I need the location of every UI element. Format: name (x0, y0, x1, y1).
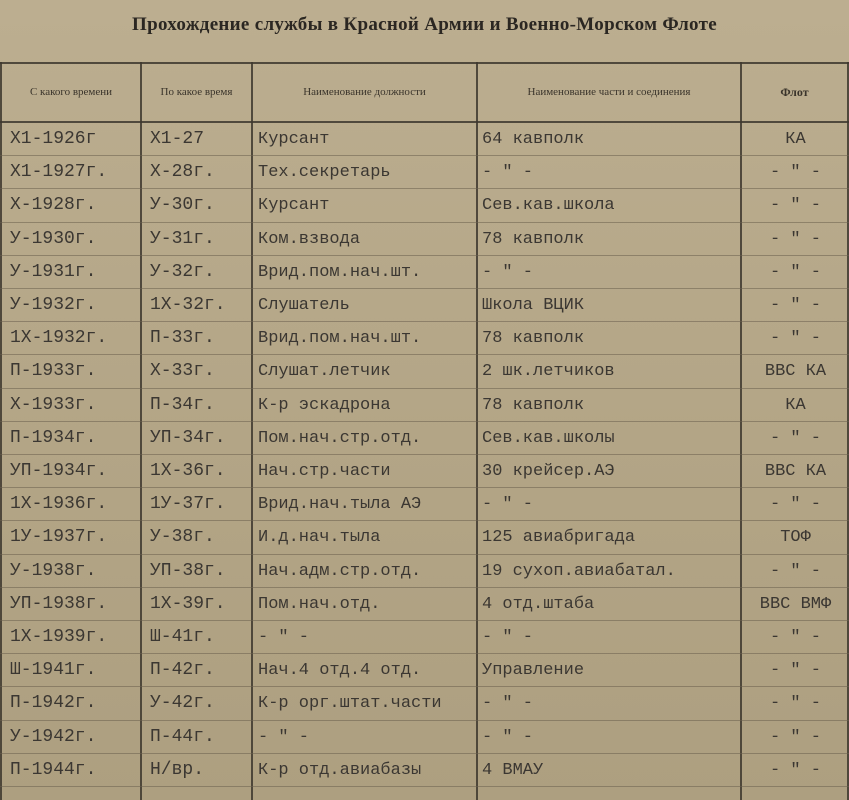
cell-position: Нач.стр.части (258, 462, 391, 481)
cell-to-date: Ш-41г. (150, 627, 215, 647)
cell-fleet: - " - (769, 760, 821, 780)
cell-position: Слушат.летчик (258, 362, 391, 382)
header-to-date: По какое время (160, 85, 233, 98)
cell-to-date: 1Х-39г. (150, 593, 226, 614)
cell-to-date: УП-38г. (150, 560, 226, 581)
cell-to-date: П-33г. (150, 328, 215, 349)
cell-position: Ком.взвода (258, 229, 361, 249)
cell-position: Тех.секретарь (258, 163, 391, 183)
cell-to-date: 1Х-32г. (150, 295, 226, 315)
cell-position: Врид.пом.нач.шт. (258, 329, 422, 349)
cell-to-date: П-44г. (150, 726, 215, 747)
cell-position: Курсант (258, 130, 330, 149)
cell-from-date: Ш-1941г. (10, 660, 97, 681)
cell-position: Врид.нач.тыла АЭ (258, 495, 422, 515)
cell-unit: - " - (482, 727, 534, 747)
cell-position: К-р отд.авиабазы (258, 760, 422, 780)
cell-fleet: ВВС ВМФ (759, 594, 832, 614)
cell-unit: 30 крейсер.АЭ (482, 462, 615, 481)
cell-fleet: - " - (769, 694, 821, 714)
cell-fleet: КА (785, 395, 806, 415)
cell-unit: 19 сухоп.авиабатал. (482, 561, 676, 581)
cell-from-date: Х1-1926г (10, 129, 97, 149)
cell-unit: - " - (482, 495, 534, 515)
cell-to-date: 1Х-36г. (150, 461, 226, 481)
header-unit: Наименование части и соединения (527, 85, 691, 98)
cell-from-date: П-1942г. (10, 693, 97, 714)
cell-to-date: Х-28г. (150, 162, 215, 183)
cell-fleet: - " - (769, 727, 821, 747)
cell-from-date: У-1930г. (10, 228, 97, 249)
cell-unit: Сев.кав.школа (482, 196, 615, 216)
cell-fleet: - " - (769, 196, 821, 216)
cell-from-date: У-1931г. (10, 261, 97, 282)
cell-to-date: У-38г. (150, 527, 215, 548)
cell-fleet: - " - (769, 163, 821, 183)
cell-position: Пом.нач.отд. (258, 594, 381, 614)
cell-position: - " - (258, 727, 310, 747)
cell-to-date: У-31г. (150, 228, 215, 249)
cell-fleet: ВВС КА (764, 362, 827, 382)
cell-from-date: Х-1933г. (10, 394, 97, 415)
cell-fleet: ТОФ (780, 528, 811, 548)
cell-fleet: - " - (769, 262, 821, 282)
header-from-date: С какого времени (29, 85, 113, 98)
cell-from-date: У-1932г. (10, 295, 97, 315)
cell-position: Курсант (258, 196, 330, 216)
cell-from-date: У-1942г. (10, 726, 97, 747)
cell-unit: 125 авиабригада (482, 528, 636, 548)
cell-unit: - " - (482, 262, 534, 282)
cell-from-date: П-1934г. (10, 427, 97, 448)
cell-from-date: 1У-1937г. (10, 527, 108, 548)
cell-unit: 78 кавполк (482, 395, 585, 415)
cell-to-date: У-30г. (150, 195, 215, 216)
cell-to-date: Х-33г. (150, 361, 215, 382)
cell-fleet: - " - (769, 296, 821, 315)
cell-from-date: Х-1928г. (10, 195, 97, 216)
cell-from-date: 1Х-1939г. (10, 627, 108, 647)
cell-to-date: У-42г. (150, 693, 215, 714)
cell-to-date: П-42г. (150, 660, 215, 681)
cell-position: Слушатель (258, 296, 350, 315)
cell-fleet: - " - (769, 428, 821, 448)
cell-to-date: Н/вр. (150, 759, 205, 780)
cell-unit: 78 кавполк (482, 229, 585, 249)
cell-unit: 4 ВМАУ (482, 760, 544, 780)
cell-position: И.д.нач.тыла (258, 528, 381, 548)
cell-unit: 64 кавполк (482, 130, 585, 149)
cell-unit: 2 шк.летчиков (482, 362, 615, 382)
cell-position: Нач.4 отд.4 отд. (258, 661, 422, 681)
cell-from-date: 1Х-1936г. (10, 494, 108, 515)
cell-from-date: У-1938г. (10, 560, 97, 581)
cell-fleet: - " - (769, 561, 821, 581)
cell-unit: - " - (482, 694, 534, 714)
cell-fleet: - " - (769, 229, 821, 249)
cell-fleet: - " - (769, 628, 821, 647)
cell-unit: 78 кавполк (482, 329, 585, 349)
cell-from-date: УП-1934г. (10, 461, 108, 481)
header-fleet: Флот (780, 84, 809, 99)
cell-from-date: Х1-1927г. (10, 162, 108, 183)
cell-position: Врид.пом.нач.шт. (258, 262, 422, 282)
cell-unit: - " - (482, 163, 534, 183)
cell-position: Пом.нач.стр.отд. (258, 428, 422, 448)
document-title: Прохождение службы в Красной Армии и Военно-Морском Флоте (132, 14, 717, 35)
cell-from-date: УП-1938г. (10, 593, 108, 614)
cell-to-date: 1У-37г. (150, 494, 226, 515)
cell-from-date: П-1944г. (10, 759, 97, 780)
cell-to-date: УП-34г. (150, 427, 226, 448)
cell-fleet: КА (785, 130, 806, 149)
cell-fleet: - " - (769, 495, 821, 515)
cell-to-date: Х1-27 (150, 129, 205, 149)
cell-unit: Школа ВЦИК (482, 296, 585, 315)
cell-fleet: - " - (769, 329, 821, 349)
cell-unit: 4 отд.штаба (482, 594, 595, 614)
cell-to-date: У-32г. (150, 261, 215, 282)
cell-from-date: 1Х-1932г. (10, 328, 108, 349)
header-position: Наименование должности (303, 85, 426, 98)
cell-fleet: ВВС КА (764, 462, 827, 481)
cell-to-date: П-34г. (150, 394, 215, 415)
cell-from-date: П-1933г. (10, 361, 97, 382)
cell-position: - " - (258, 628, 310, 647)
cell-position: К-р эскадрона (258, 395, 391, 415)
cell-position: К-р орг.штат.части (258, 694, 442, 714)
cell-unit: - " - (482, 628, 534, 647)
cell-position: Нач.адм.стр.отд. (258, 561, 422, 581)
cell-unit: Управление (482, 661, 585, 681)
cell-fleet: - " - (769, 661, 821, 681)
cell-unit: Сев.кав.школы (482, 428, 615, 448)
